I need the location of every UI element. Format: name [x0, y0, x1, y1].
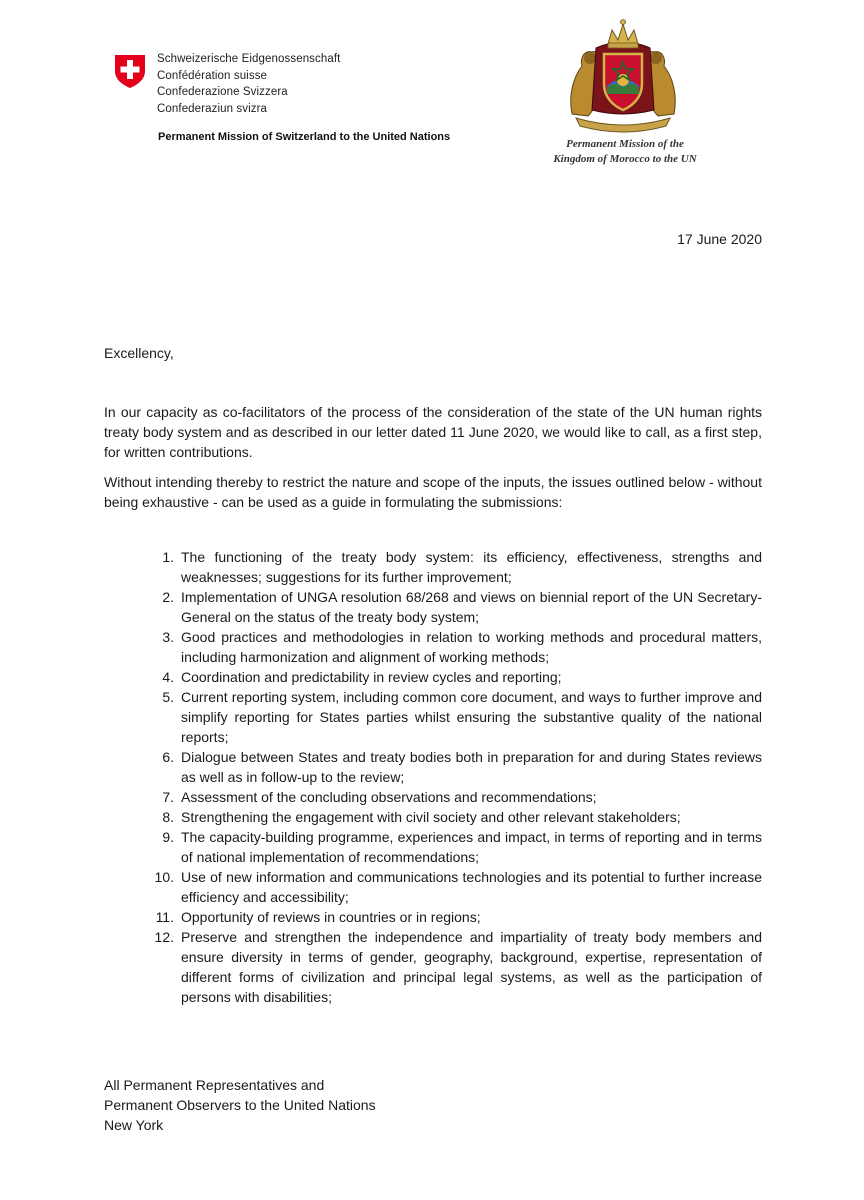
list-item-text: Coordination and predictability in review cycles and reporting;: [181, 669, 562, 685]
list-item-number: 7.: [162, 789, 174, 805]
letter-date: 17 June 2020: [677, 231, 762, 247]
list-item-number: 2.: [162, 589, 174, 605]
recipient-block: [104, 1075, 376, 1135]
morocco-mission-name: [520, 137, 730, 167]
list-item: [150, 747, 762, 787]
list-item: [150, 867, 762, 907]
morocco-mission-line-1: Permanent Mission of the: [566, 138, 684, 150]
list-item: [150, 667, 762, 687]
list-item-text: Dialogue between States and treaty bodies both in preparation for and during States reviews as well as in follow-up to the review;: [181, 749, 762, 785]
list-item: [150, 547, 762, 587]
swiss-name-german: Schweizerische Eidgenossenschaft: [157, 53, 341, 65]
list-item: [150, 687, 762, 747]
salutation: Excellency,: [104, 345, 174, 361]
list-item-text: Use of new information and communications technologies and its potential to further increase efficiency and accessibility;: [181, 869, 762, 905]
swiss-name-romansh: Confederaziun svizra: [157, 102, 268, 115]
list-item: [150, 827, 762, 867]
swiss-confederation-names: [157, 51, 340, 117]
recipient-line: All Permanent Representatives and: [104, 1077, 325, 1093]
list-item: [150, 907, 762, 927]
issues-list: [150, 547, 762, 1007]
swiss-name-italian: Confederazione Svizzera: [157, 86, 288, 98]
recipient-line: Permanent Observers to the United Nations: [104, 1097, 376, 1113]
list-item-number: 8.: [162, 809, 174, 825]
list-item-text: Preserve and strengthen the independence and impartiality of treaty body members and ensure diversity in terms of gender, geography, background, expertise, representation of different forms of civilization and principal legal systems, as well as the participation of persons with disabilities;: [181, 929, 762, 1005]
list-item-text: Current reporting system, including common core document, and ways to further improve and simplify reporting for States parties whilst ensuring the substantive quality of the national reports;: [181, 689, 762, 745]
body-paragraph: In our capacity as co-facilitators of the process of the consideration of the state of the UN human rights treaty body system and as described in our letter dated 11 June 2020, we would like to call, as a first step, for written contributions.: [104, 404, 762, 460]
list-item-text: The functioning of the treaty body system: its efficiency, effectiveness, strengths and weaknesses; suggestions for its further improvement;: [181, 549, 762, 585]
list-item-number: 4.: [162, 669, 174, 685]
list-item: [150, 587, 762, 627]
list-item-text: The capacity-building programme, experiences and impact, in terms of reporting and in terms of national implementation of recommendations;: [181, 829, 762, 865]
list-item-text: Good practices and methodologies in relation to working methods and procedural matters, including harmonization and alignment of working methods;: [181, 629, 762, 665]
list-item: [150, 807, 762, 827]
list-item-number: 5.: [162, 689, 174, 705]
letter-body: [104, 402, 762, 522]
swiss-name-french: Confédération suisse: [157, 69, 268, 82]
morocco-coat-of-arms-icon: [562, 14, 684, 136]
list-item-number: 9.: [162, 829, 174, 845]
list-item-number: 1.: [162, 549, 174, 565]
list-item-text: Assessment of the concluding observations and recommendations;: [181, 789, 597, 805]
swiss-mission-name: Permanent Mission of Switzerland to the United Nations: [158, 131, 451, 143]
list-item-text: Strengthening the engagement with civil society and other relevant stakeholders;: [181, 809, 681, 825]
list-item: [150, 787, 762, 807]
list-item-number: 12.: [154, 929, 174, 945]
swiss-coat-of-arms-icon: [113, 53, 147, 89]
list-item-number: 11.: [155, 909, 174, 925]
list-item-number: 3.: [162, 629, 174, 645]
list-item-number: 10.: [154, 869, 174, 885]
morocco-mission-line-2: Kingdom of Morocco to the UN: [553, 153, 697, 165]
list-item-text: Implementation of UNGA resolution 68/268 and views on biennial report of the UN Secretary-General on the status of the treaty body system;: [181, 589, 762, 625]
list-item: [150, 627, 762, 667]
list-item: [150, 927, 762, 1007]
recipient-line: New York: [104, 1117, 164, 1133]
list-item-number: 6.: [162, 749, 174, 765]
list-item-text: Opportunity of reviews in countries or in regions;: [181, 909, 481, 925]
body-paragraph: Without intending thereby to restrict the nature and scope of the inputs, the issues outlined below - without being exhaustive - can be used as a guide in formulating the submissions:: [104, 474, 762, 510]
